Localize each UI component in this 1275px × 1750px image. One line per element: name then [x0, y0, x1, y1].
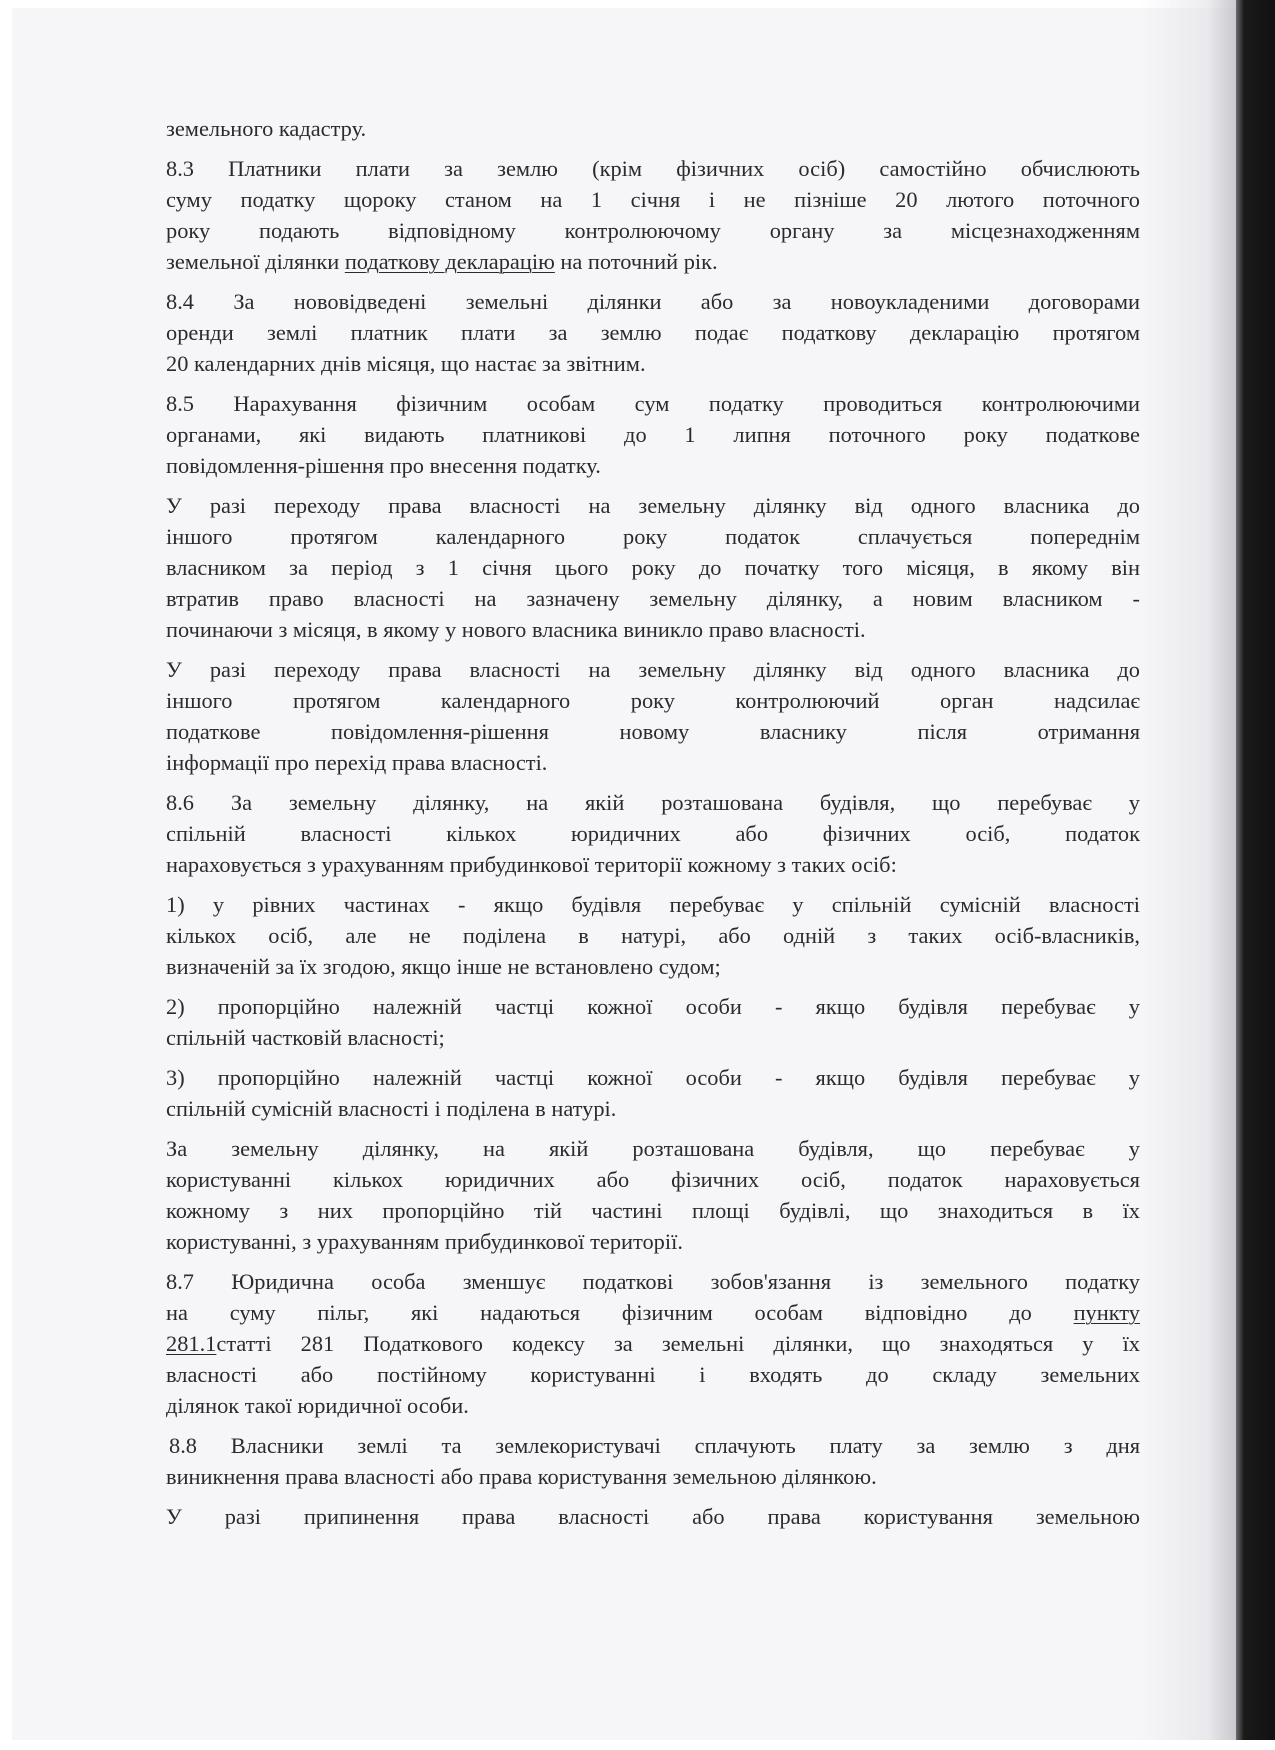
list-item-3	[166, 1062, 1140, 1124]
text-line: власності або постійному користуванні і входять до складу земельних	[166, 1362, 1140, 1387]
text-line: У разі переходу права власності на земельну ділянку від одного власника до	[166, 657, 1140, 682]
text-fragment: на суму пільг, які надаються фізичним особам відповідно до	[166, 1300, 1074, 1325]
text-line: власником за період з 1 січня цього року до початку того місяця, в якому він	[166, 555, 1140, 580]
paragraph-8-5	[166, 388, 1140, 481]
text-line: кожному з них пропорційно тій частині площі будівлі, що знаходиться в їх	[166, 1198, 1140, 1223]
text-line: 8.8 Власники землі та землекористувачі сплачують плату за землю з дня	[169, 1433, 1140, 1458]
text-line: податкове повідомлення-рішення новому власнику після отримання	[166, 719, 1140, 744]
paragraph-8-6	[166, 787, 1140, 880]
text-line: кількох осіб, але не поділена в натурі, або одній з таких осіб-власників,	[166, 923, 1140, 948]
scan-edge-right	[1236, 0, 1275, 1750]
text-line: органами, які видають платникові до 1 липня поточного року податкове	[166, 422, 1140, 447]
scan-margin-bottom	[0, 1740, 1275, 1750]
text-line: 2) пропорційно належній частці кожної особи - якщо будівля перебуває у	[166, 994, 1140, 1019]
text-line	[166, 1328, 1140, 1359]
text-line: втратив право власності на зазначену земельну ділянку, а новим власником -	[166, 586, 1140, 611]
paragraph-ownership-transfer-tax	[166, 490, 1140, 645]
paragraph-ownership-transfer-notice	[166, 654, 1140, 778]
text-line: користуванні кількох юридичних або фізичних осіб, податок нараховується	[166, 1167, 1140, 1192]
text-line: суму податку щороку станом на 1 січня і не пізніше 20 лютого поточного	[166, 187, 1140, 212]
scan-margin-left	[0, 0, 12, 1750]
paragraph-gap	[166, 277, 1140, 286]
paragraph-gap	[166, 144, 1140, 153]
list-item-2	[166, 991, 1140, 1053]
text-line: користуванні, з урахуванням прибудинкової території.	[166, 1229, 683, 1254]
text-line	[166, 246, 1140, 277]
paragraph-gap	[166, 1053, 1140, 1062]
paragraph-8-3	[166, 153, 1140, 277]
text-line: виникнення права власності або права користування земельною ділянкою.	[166, 1464, 877, 1489]
text-line: визначеній за їх згодою, якщо інше не встановлено судом;	[166, 954, 721, 979]
text-line: За земельну ділянку, на якій розташована будівля, що перебуває у	[166, 1136, 1140, 1161]
paragraph-8-8-cont	[166, 1461, 1140, 1492]
paragraph-8-8	[166, 1430, 1140, 1461]
text-line: 8.6 За земельну ділянку, на якій розташована будівля, що перебуває у	[166, 790, 1140, 815]
paragraph-gap	[166, 880, 1140, 889]
text-line: 8.5 Нарахування фізичним особам сум податку проводиться контролюючими	[166, 391, 1140, 416]
text-line: 8.7 Юридична особа зменшує податкові зобов'язання із земельного податку	[166, 1269, 1140, 1294]
text-line: іншого протягом календарного року податок сплачується попереднім	[166, 524, 1140, 549]
paragraph-gap	[166, 1257, 1140, 1266]
lead-line: земельного кадастру.	[166, 116, 367, 141]
text-line: У разі переходу права власності на земельну ділянку від одного власника до	[166, 493, 1140, 518]
text-line: 8.4 За нововідведені земельні ділянки або за новоукладеними договорами	[166, 289, 1140, 314]
paragraph-8-4	[166, 286, 1140, 379]
text-line: 1) у рівних частинах - якщо будівля перебуває у спільній сумісній власності	[166, 892, 1140, 917]
document-page	[166, 113, 1140, 1532]
text-fragment: на поточний рік.	[554, 249, 718, 274]
text-line: спільній частковій власності;	[166, 1025, 445, 1050]
text-line: починаючи з місяця, в якому у нового власника виникло право власності.	[166, 617, 866, 642]
paragraph-gap	[166, 645, 1140, 654]
text-line: нараховується з урахуванням прибудинкової території кожному з таких осіб:	[166, 852, 897, 877]
paragraph-building-use	[166, 1133, 1140, 1257]
clause-281-1-link[interactable]: 281.1	[166, 1331, 217, 1356]
text-line: У разі припинення права власності або права користування земельною	[166, 1504, 1140, 1529]
tax-declaration-link[interactable]: податкову декларацію	[344, 249, 555, 274]
scan-margin-top	[0, 0, 1275, 8]
text-line: 3) пропорційно належній частці кожної особи - якщо будівля перебуває у	[166, 1065, 1140, 1090]
text-line: 8.3 Платники плати за землю (крім фізичних осіб) самостійно обчислюють	[166, 156, 1140, 181]
paragraph-gap	[166, 778, 1140, 787]
text-fragment: земельної ділянки	[166, 249, 345, 274]
text-line: оренди землі платник плати за землю подає податкову декларацію протягом	[166, 320, 1140, 345]
text-line: повідомлення-рішення про внесення податку.	[166, 453, 601, 478]
paragraph-gap	[166, 1492, 1140, 1501]
scan-fold-shadow	[1140, 0, 1236, 1740]
paragraph-gap	[166, 1421, 1140, 1430]
paragraph-gap	[166, 1124, 1140, 1133]
text-line: спільній власності кількох юридичних або фізичних осіб, податок	[166, 821, 1140, 846]
text-fragment: статті 281 Податкового кодексу за земельні ділянки, що знаходяться у їх	[216, 1331, 1140, 1356]
paragraph-gap	[166, 481, 1140, 490]
text-line: року подають відповідному контролюючому органу за місцезнаходженням	[166, 218, 1140, 243]
paragraph-gap	[166, 982, 1140, 991]
text-line: ділянок такої юридичної особи.	[166, 1393, 469, 1418]
text-line: інформації про перехід права власності.	[166, 750, 548, 775]
text-line: іншого протягом календарного року контролюючий орган надсилає	[166, 688, 1140, 713]
paragraph-gap	[166, 379, 1140, 388]
list-item-1	[166, 889, 1140, 982]
paragraph-termination	[166, 1501, 1140, 1532]
text-line: 20 календарних днів місяця, що настає за звітним.	[166, 351, 646, 376]
clause-link-part[interactable]: пункту	[1073, 1300, 1140, 1325]
text-line	[166, 1297, 1140, 1328]
paragraph-8-7	[166, 1266, 1140, 1421]
text-line: спільній сумісній власності і поділена в натурі.	[166, 1096, 617, 1121]
